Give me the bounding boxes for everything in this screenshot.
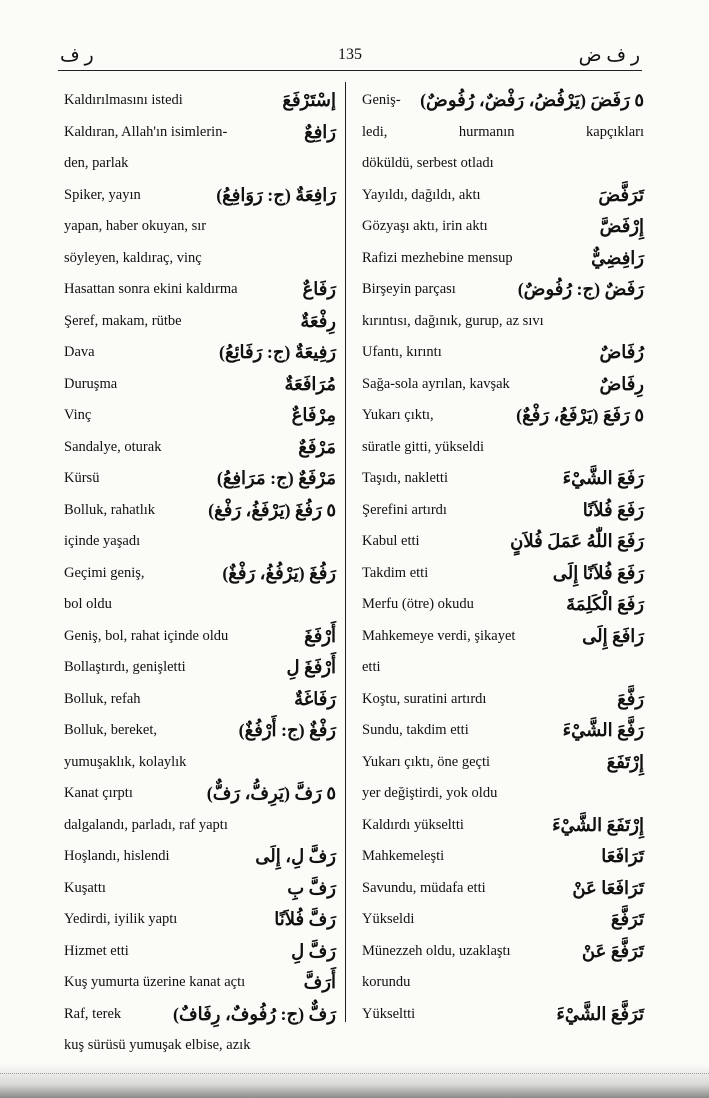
dictionary-entry — [64, 589, 336, 621]
turkish-definition: Koştu, suratini artırdı — [362, 690, 487, 707]
arabic-headword: مَرْفَعٌ — [294, 432, 336, 463]
arabic-headword: رَفَعَ اللّٰهُ عَمَلَ فُلاَنٍ — [506, 526, 644, 557]
turkish-definition: Hasattan sonra ekini kaldırma — [64, 281, 238, 297]
header-left-letters: ر ف — [60, 45, 94, 66]
header-rule — [58, 70, 642, 71]
arabic-headword: ٥ رَفَّ (يَرِفُّ، رَفٌّ) — [203, 778, 336, 809]
dictionary-entry — [64, 526, 336, 558]
dictionary-entry — [64, 684, 336, 716]
arabic-headword: رَفَّعَ — [613, 684, 644, 715]
arabic-headword: رَفَاعٌ — [298, 274, 336, 305]
arabic-headword: ٥ رَفُغَ (يَرْفَغُ، رَفْغ) — [204, 495, 336, 526]
dictionary-entry — [64, 211, 336, 243]
dictionary-entry — [64, 558, 336, 590]
turkish-definition: Sağa-sola ayrılan, kavşak — [362, 375, 510, 392]
turkish-definition: Yukarı çıktı, öne geçti — [362, 753, 491, 770]
turkish-definition: Dava — [64, 344, 95, 360]
dictionary-entry — [362, 211, 644, 243]
arabic-headword: رَفُغَ (يَرْفُغُ، رَفْغٌ) — [218, 558, 336, 589]
dictionary-entry — [362, 936, 644, 968]
right-column — [362, 85, 644, 1030]
turkish-definition: Yukarı çıktı, — [362, 407, 434, 423]
dictionary-entry — [362, 999, 644, 1031]
turkish-definition: Savundu, müdafa etti — [362, 879, 486, 896]
turkish-definition: içinde yaşadı — [64, 533, 141, 549]
arabic-headword: تَرَفَّعَ الشَّيْءَ — [552, 999, 644, 1030]
dictionary-entry — [362, 684, 644, 716]
dictionary-entry — [64, 337, 336, 369]
turkish-definition: Rafizi mezhebine mensup — [362, 249, 513, 266]
arabic-headword: رَفَّعَ الشَّيْءَ — [559, 715, 644, 746]
arabic-headword: رُفَاضٌ — [595, 337, 644, 368]
turkish-definition: Geniş- — [362, 92, 401, 108]
arabic-headword: إِرْفَضَّ — [596, 211, 644, 242]
dictionary-entry — [362, 180, 644, 212]
turkish-definition: Kaldırılmasını istedi — [64, 92, 183, 108]
turkish-definition: Gözyaşı aktı, irin aktı — [362, 218, 488, 234]
dictionary-entry — [64, 180, 336, 212]
column-divider — [345, 82, 346, 1022]
turkish-definition: yapan, haber okuyan, sır — [64, 218, 207, 234]
dictionary-entry — [362, 243, 644, 275]
dictionary-entry — [362, 747, 644, 779]
turkish-definition: Duruşma — [64, 375, 118, 392]
arabic-headword: تَرَفَّعَ عَنْ — [578, 936, 644, 967]
arabic-headword: رَافَعَ إِلَى — [578, 621, 644, 652]
dictionary-entry — [64, 243, 336, 275]
dictionary-entry — [64, 715, 336, 747]
dictionary-entry — [64, 463, 336, 495]
turkish-definition: Geçimi geniş, — [64, 564, 145, 581]
turkish-definition: Mahkemeleşti — [362, 848, 445, 864]
arabic-headword: رَافِعٌ — [300, 117, 336, 148]
arabic-headword: ٥ رَفَعَ (يَرْفَعُ، رَفْعٌ) — [512, 400, 644, 431]
dictionary-entry — [362, 873, 644, 905]
arabic-headword: رِفْعَةٌ — [296, 306, 336, 337]
arabic-headword: تَرَافَعَا — [597, 841, 644, 872]
dictionary-entry — [64, 369, 336, 401]
page-header — [60, 44, 640, 68]
dictionary-entry — [64, 747, 336, 779]
turkish-definition: Kaldırdı yükseltti — [362, 816, 464, 833]
arabic-headword: إِرْتَفَعَ الشَّيْءَ — [548, 810, 644, 841]
turkish-definition: Bolluk, rahatlık — [64, 501, 156, 518]
arabic-headword: رَفْغٌ (ج: أَرْفُغٌ) — [235, 715, 336, 746]
turkish-definition: Spiker, yayın — [64, 186, 141, 203]
turkish-definition: Yayıldı, dağıldı, aktı — [362, 186, 481, 203]
dictionary-entry — [362, 841, 644, 873]
turkish-definition: Ufantı, kırıntı — [362, 344, 442, 360]
arabic-headword: رَفَّ فُلاَنًا — [270, 904, 336, 935]
turkish-definition: dalgalandı, parladı, raf yaptı — [64, 816, 228, 833]
turkish-definition: Kanat çırptı — [64, 785, 133, 801]
turkish-definition: süratle gitti, yükseldi — [362, 438, 485, 455]
turkish-definition: yumuşaklık, kolaylık — [64, 753, 187, 770]
dictionary-entry — [362, 904, 644, 936]
turkish-definition: Kaldıran, Allah'ın isimlerin- — [64, 123, 228, 140]
arabic-headword: ٥ رَفَضَ (يَرْفُضُ، رَفْضٌ، رُفُوضٌ) — [416, 85, 644, 116]
dictionary-entry — [362, 274, 644, 306]
turkish-definition: Bolluk, refah — [64, 690, 141, 707]
left-column — [64, 85, 336, 1062]
turkish-definition: etti — [362, 659, 381, 675]
turkish-definition: döküldü, serbest otladı — [362, 155, 494, 171]
turkish-definition: Kuşattı — [64, 879, 106, 896]
dictionary-entry — [64, 495, 336, 527]
turkish-definition: Yedirdi, iyilik yaptı — [64, 911, 178, 927]
turkish-definition: Şeref, makam, rütbe — [64, 312, 182, 329]
dictionary-entry — [64, 841, 336, 873]
turkish-definition: Hoşlandı, hislendi — [64, 848, 170, 864]
turkish-definition: Taşıdı, nakletti — [362, 470, 448, 486]
dictionary-entry — [64, 873, 336, 905]
dictionary-entry — [362, 558, 644, 590]
turkish-definition: den, parlak — [64, 155, 129, 171]
dictionary-entry — [362, 369, 644, 401]
dictionary-entry — [362, 652, 644, 684]
turkish-definition: Şerefini artırdı — [362, 501, 447, 518]
dictionary-entry — [362, 337, 644, 369]
dictionary-entry — [64, 904, 336, 936]
arabic-headword: رَافِعَةٌ (ج: رَوَافِعُ) — [212, 180, 336, 211]
turkish-definition: korundu — [362, 974, 411, 990]
arabic-headword: رَفٌّ (ج: رُفُوفٌ، رِفَافٌ) — [169, 999, 336, 1030]
arabic-headword: رِفَاضٌ — [595, 369, 644, 400]
turkish-definition: Bollaştırdı, genişletti — [64, 659, 186, 675]
turkish-definition: Kabul etti — [362, 533, 420, 549]
dictionary-entry — [362, 778, 644, 810]
turkish-definition: Sandalye, oturak — [64, 438, 162, 455]
turkish-definition: Münezzeh oldu, uzaklaştı — [362, 942, 511, 959]
scan-bottom-edge — [0, 1064, 709, 1098]
turkish-definition: Kuş yumurta üzerine kanat açtı — [64, 974, 246, 990]
dictionary-entry — [64, 306, 336, 338]
dictionary-entry — [362, 432, 644, 464]
turkish-definition: Mahkemeye verdi, şikayet — [362, 627, 516, 644]
arabic-headword: إسْتَرْفَعَ — [278, 85, 336, 116]
dictionary-entry — [362, 117, 644, 149]
turkish-definition: Birşeyin parçası — [362, 281, 456, 297]
dictionary-entry — [64, 85, 336, 117]
dictionary-entry — [362, 621, 644, 653]
dictionary-entry — [362, 306, 644, 338]
arabic-headword: رَفَّ بِ — [283, 873, 336, 904]
dictionary-entry — [362, 85, 644, 117]
arabic-headword: رَفَّ لِ — [287, 936, 336, 967]
turkish-definition: yer değiştirdi, yok oldu — [362, 785, 498, 801]
arabic-headword: مَرْفَعٌ (ج: مَرَافِعُ) — [213, 463, 336, 494]
turkish-definition: bol oldu — [64, 596, 112, 612]
dictionary-entry — [64, 274, 336, 306]
dictionary-entry — [64, 936, 336, 968]
header-right-letters: ر ف ض — [578, 45, 640, 66]
turkish-definition: ledi, hurmanın kapçıkları — [362, 123, 644, 140]
dictionary-entry — [64, 432, 336, 464]
dictionary-entry — [362, 810, 644, 842]
dictionary-entry — [362, 526, 644, 558]
arabic-headword: تَرَافَعَا عَنْ — [568, 873, 644, 904]
turkish-definition: Bolluk, bereket, — [64, 722, 158, 738]
arabic-headword: مُرَافَعَةٌ — [280, 369, 336, 400]
arabic-headword: رَفَعَ فُلاَنًا — [579, 495, 644, 526]
turkish-definition: Geniş, bol, rahat içinde oldu — [64, 627, 229, 644]
arabic-headword: رَفِيعَةٌ (ج: رَفَائِعُ) — [215, 337, 336, 368]
turkish-definition: Sundu, takdim etti — [362, 722, 469, 738]
dictionary-entry — [362, 967, 644, 999]
dictionary-entry — [362, 148, 644, 180]
arabic-headword: رَفَعَ الْكَلِمَةَ — [562, 589, 644, 620]
dictionary-entry — [362, 400, 644, 432]
turkish-definition: Takdim etti — [362, 564, 429, 581]
arabic-headword: تَرَفَّضَ — [594, 180, 644, 211]
arabic-headword: رَفَّ لِ، إِلَى — [251, 841, 336, 872]
turkish-definition: Raf, terek — [64, 1005, 122, 1022]
arabic-headword: رَفَعَ فُلاَنًا إِلَى — [549, 558, 644, 589]
dictionary-entry — [64, 1030, 336, 1062]
dictionary-entry — [362, 589, 644, 621]
dictionary-entry — [362, 495, 644, 527]
dictionary-entry — [64, 778, 336, 810]
dictionary-entry — [64, 810, 336, 842]
turkish-definition: Hizmet etti — [64, 942, 129, 959]
turkish-definition: Vinç — [64, 407, 92, 423]
turkish-definition: Yükseltti — [362, 1005, 416, 1022]
arabic-headword: مِرْفَاعٌ — [288, 400, 336, 431]
arabic-headword: أَرَفَّ — [300, 967, 336, 998]
dictionary-entry — [362, 715, 644, 747]
arabic-headword: أَرْفَغَ لِ — [283, 652, 336, 683]
turkish-definition: Kürsü — [64, 470, 100, 486]
arabic-headword: تَرَفَّعَ — [607, 904, 644, 935]
arabic-headword: إِرْتَفَعَ — [603, 747, 644, 778]
dictionary-entry — [64, 621, 336, 653]
dictionary-entry — [64, 652, 336, 684]
dictionary-entry — [362, 463, 644, 495]
turkish-definition: kırıntısı, dağınık, gurup, az sıvı — [362, 312, 544, 329]
dictionary-entry — [64, 967, 336, 999]
arabic-headword: رَفَعَ الشَّيْءَ — [559, 463, 644, 494]
arabic-headword: رَفَضٌ (ج: رُفُوضٌ) — [514, 274, 644, 305]
turkish-definition: Yükseldi — [362, 911, 415, 927]
dictionary-entry — [64, 148, 336, 180]
dictionary-entry — [64, 117, 336, 149]
arabic-headword: رَافِضِيٌّ — [587, 243, 644, 274]
dictionary-entry — [64, 400, 336, 432]
arabic-headword: رَفَاغَةٌ — [290, 684, 336, 715]
turkish-definition: kuş sürüsü yumuşak elbise, azık — [64, 1037, 251, 1053]
dictionary-entry — [64, 999, 336, 1031]
turkish-definition: Merfu (ötre) okudu — [362, 596, 474, 612]
arabic-headword: أَرْفَغَ — [300, 621, 336, 652]
page-number: 135 — [338, 46, 362, 63]
turkish-definition: söyleyen, kaldıraç, vinç — [64, 249, 202, 266]
